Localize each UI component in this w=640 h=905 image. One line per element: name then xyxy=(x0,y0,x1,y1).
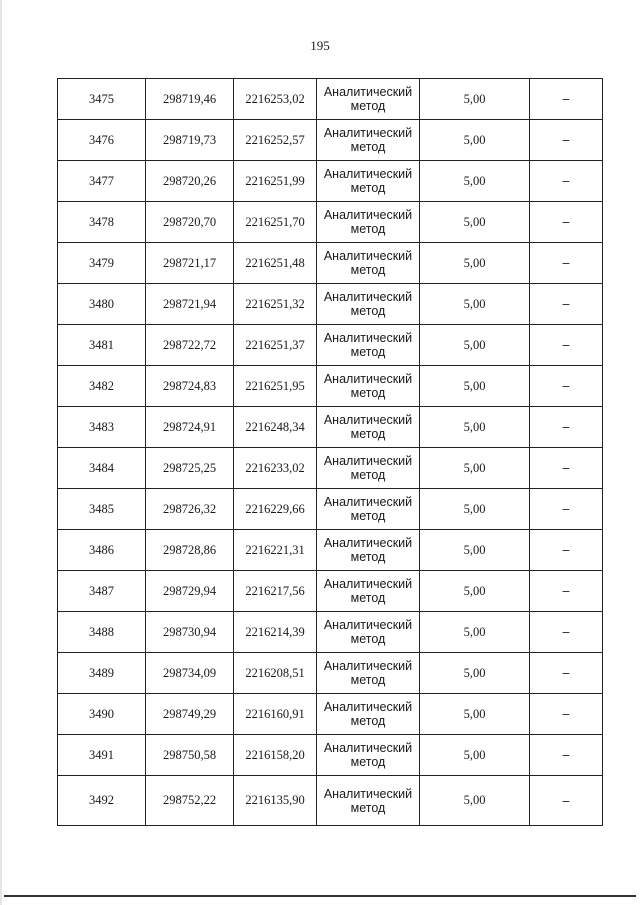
method-text: метод xyxy=(350,263,386,277)
accuracy-cell: 5,00 xyxy=(420,694,530,735)
accuracy-cell: 5,00 xyxy=(420,448,530,489)
method-cell xyxy=(317,120,420,161)
accuracy-cell: 5,00 xyxy=(420,776,530,826)
method-text: метод xyxy=(350,427,386,441)
method-text: метод xyxy=(350,550,386,564)
point-number-cell: 3489 xyxy=(58,653,146,694)
y-coordinate-cell: 2216229,66 xyxy=(234,489,317,530)
x-coordinate-cell: 298719,46 xyxy=(146,79,234,120)
table-row xyxy=(58,530,603,571)
accuracy-cell: 5,00 xyxy=(420,653,530,694)
x-coordinate-cell: 298752,22 xyxy=(146,776,234,826)
y-coordinate-cell: 2216251,48 xyxy=(234,243,317,284)
x-coordinate-cell: 298726,32 xyxy=(146,489,234,530)
method-text: Аналитический xyxy=(323,659,413,673)
method-text: Аналитический xyxy=(323,413,413,427)
x-coordinate-cell: 298721,94 xyxy=(146,284,234,325)
point-number-cell: 3479 xyxy=(58,243,146,284)
note-cell: – xyxy=(530,571,603,612)
point-number-cell: 3487 xyxy=(58,571,146,612)
method-cell xyxy=(317,776,420,826)
method-cell xyxy=(317,161,420,202)
note-cell: – xyxy=(530,612,603,653)
method-cell xyxy=(317,530,420,571)
method-text: Аналитический xyxy=(323,167,413,181)
note-cell: – xyxy=(530,653,603,694)
method-text: метод xyxy=(350,468,386,482)
table-row xyxy=(58,325,603,366)
point-number-cell: 3478 xyxy=(58,202,146,243)
method-cell xyxy=(317,284,420,325)
method-text: метод xyxy=(350,99,386,113)
x-coordinate-cell: 298720,70 xyxy=(146,202,234,243)
accuracy-cell: 5,00 xyxy=(420,120,530,161)
method-cell xyxy=(317,407,420,448)
x-coordinate-cell: 298729,94 xyxy=(146,571,234,612)
point-number-cell: 3475 xyxy=(58,79,146,120)
y-coordinate-cell: 2216158,20 xyxy=(234,735,317,776)
accuracy-cell: 5,00 xyxy=(420,366,530,407)
table-body xyxy=(58,79,603,826)
table-row xyxy=(58,612,603,653)
table-row xyxy=(58,653,603,694)
method-cell xyxy=(317,79,420,120)
table-row xyxy=(58,407,603,448)
y-coordinate-cell: 2216135,90 xyxy=(234,776,317,826)
method-cell xyxy=(317,325,420,366)
x-coordinate-cell: 298725,25 xyxy=(146,448,234,489)
accuracy-cell: 5,00 xyxy=(420,489,530,530)
y-coordinate-cell: 2216252,57 xyxy=(234,120,317,161)
table-row xyxy=(58,694,603,735)
x-coordinate-cell: 298724,83 xyxy=(146,366,234,407)
note-cell: – xyxy=(530,735,603,776)
point-number-cell: 3481 xyxy=(58,325,146,366)
table-row xyxy=(58,161,603,202)
method-text: метод xyxy=(350,140,386,154)
method-text: метод xyxy=(350,591,386,605)
note-cell: – xyxy=(530,284,603,325)
accuracy-cell: 5,00 xyxy=(420,735,530,776)
method-text: метод xyxy=(350,673,386,687)
method-cell xyxy=(317,653,420,694)
y-coordinate-cell: 2216251,37 xyxy=(234,325,317,366)
x-coordinate-cell: 298730,94 xyxy=(146,612,234,653)
method-cell xyxy=(317,243,420,284)
method-text: Аналитический xyxy=(323,372,413,386)
x-coordinate-cell: 298728,86 xyxy=(146,530,234,571)
table-row xyxy=(58,202,603,243)
method-text: метод xyxy=(350,222,386,236)
method-cell xyxy=(317,571,420,612)
accuracy-cell: 5,00 xyxy=(420,243,530,284)
note-cell: – xyxy=(530,202,603,243)
y-coordinate-cell: 2216251,70 xyxy=(234,202,317,243)
note-cell: – xyxy=(530,243,603,284)
point-number-cell: 3486 xyxy=(58,530,146,571)
point-number-cell: 3492 xyxy=(58,776,146,826)
method-text: метод xyxy=(350,632,386,646)
method-text: Аналитический xyxy=(323,618,413,632)
method-cell xyxy=(317,448,420,489)
note-cell: – xyxy=(530,489,603,530)
y-coordinate-cell: 2216251,99 xyxy=(234,161,317,202)
method-text: метод xyxy=(350,181,386,195)
x-coordinate-cell: 298734,09 xyxy=(146,653,234,694)
method-text: Аналитический xyxy=(323,290,413,304)
method-text: метод xyxy=(350,509,386,523)
method-text: метод xyxy=(350,345,386,359)
accuracy-cell: 5,00 xyxy=(420,325,530,366)
method-cell xyxy=(317,694,420,735)
table-row xyxy=(58,284,603,325)
accuracy-cell: 5,00 xyxy=(420,161,530,202)
accuracy-cell: 5,00 xyxy=(420,530,530,571)
y-coordinate-cell: 2216253,02 xyxy=(234,79,317,120)
method-text: Аналитический xyxy=(323,454,413,468)
method-text: Аналитический xyxy=(323,249,413,263)
method-text: метод xyxy=(350,755,386,769)
method-text: метод xyxy=(350,800,386,815)
method-text: Аналитический xyxy=(323,700,413,714)
point-number-cell: 3484 xyxy=(58,448,146,489)
table-row xyxy=(58,448,603,489)
table-row xyxy=(58,79,603,120)
note-cell: – xyxy=(530,448,603,489)
method-text: метод xyxy=(350,714,386,728)
x-coordinate-cell: 298750,58 xyxy=(146,735,234,776)
point-number-cell: 3477 xyxy=(58,161,146,202)
method-text: Аналитический xyxy=(323,786,413,801)
note-cell: – xyxy=(530,407,603,448)
note-cell: – xyxy=(530,325,603,366)
point-number-cell: 3490 xyxy=(58,694,146,735)
point-number-cell: 3485 xyxy=(58,489,146,530)
accuracy-cell: 5,00 xyxy=(420,202,530,243)
method-text: Аналитический xyxy=(323,85,413,99)
note-cell: – xyxy=(530,366,603,407)
y-coordinate-cell: 2216208,51 xyxy=(234,653,317,694)
point-number-cell: 3482 xyxy=(58,366,146,407)
method-text: Аналитический xyxy=(323,495,413,509)
accuracy-cell: 5,00 xyxy=(420,571,530,612)
method-text: метод xyxy=(350,304,386,318)
table-row xyxy=(58,366,603,407)
point-number-cell: 3483 xyxy=(58,407,146,448)
note-cell: – xyxy=(530,79,603,120)
y-coordinate-cell: 2216251,32 xyxy=(234,284,317,325)
method-cell xyxy=(317,489,420,530)
table-row xyxy=(58,489,603,530)
method-cell xyxy=(317,735,420,776)
note-cell: – xyxy=(530,530,603,571)
y-coordinate-cell: 2216233,02 xyxy=(234,448,317,489)
table-row xyxy=(58,776,603,826)
method-text: Аналитический xyxy=(323,577,413,591)
page-number: 195 xyxy=(310,38,330,53)
y-coordinate-cell: 2216248,34 xyxy=(234,407,317,448)
y-coordinate-cell: 2216160,91 xyxy=(234,694,317,735)
note-cell: – xyxy=(530,161,603,202)
table-row xyxy=(58,735,603,776)
y-coordinate-cell: 2216221,31 xyxy=(234,530,317,571)
method-text: метод xyxy=(350,386,386,400)
coordinates-table xyxy=(57,78,603,826)
note-cell: – xyxy=(530,120,603,161)
method-text: Аналитический xyxy=(323,741,413,755)
table-row xyxy=(58,571,603,612)
x-coordinate-cell: 298719,73 xyxy=(146,120,234,161)
x-coordinate-cell: 298721,17 xyxy=(146,243,234,284)
method-cell xyxy=(317,612,420,653)
table-row xyxy=(58,243,603,284)
accuracy-cell: 5,00 xyxy=(420,612,530,653)
scan-bottom-edge xyxy=(4,895,636,897)
accuracy-cell: 5,00 xyxy=(420,284,530,325)
x-coordinate-cell: 298724,91 xyxy=(146,407,234,448)
method-text: Аналитический xyxy=(323,208,413,222)
y-coordinate-cell: 2216251,95 xyxy=(234,366,317,407)
method-cell xyxy=(317,366,420,407)
table-row xyxy=(58,120,603,161)
method-cell xyxy=(317,202,420,243)
point-number-cell: 3480 xyxy=(58,284,146,325)
method-text: Аналитический xyxy=(323,536,413,550)
point-number-cell: 3476 xyxy=(58,120,146,161)
note-cell: – xyxy=(530,694,603,735)
accuracy-cell: 5,00 xyxy=(420,79,530,120)
method-text: Аналитический xyxy=(323,331,413,345)
note-cell: – xyxy=(530,776,603,826)
y-coordinate-cell: 2216214,39 xyxy=(234,612,317,653)
point-number-cell: 3491 xyxy=(58,735,146,776)
x-coordinate-cell: 298749,29 xyxy=(146,694,234,735)
scan-edge-shadow xyxy=(0,0,2,905)
x-coordinate-cell: 298722,72 xyxy=(146,325,234,366)
method-text: Аналитический xyxy=(323,126,413,140)
y-coordinate-cell: 2216217,56 xyxy=(234,571,317,612)
accuracy-cell: 5,00 xyxy=(420,407,530,448)
x-coordinate-cell: 298720,26 xyxy=(146,161,234,202)
point-number-cell: 3488 xyxy=(58,612,146,653)
